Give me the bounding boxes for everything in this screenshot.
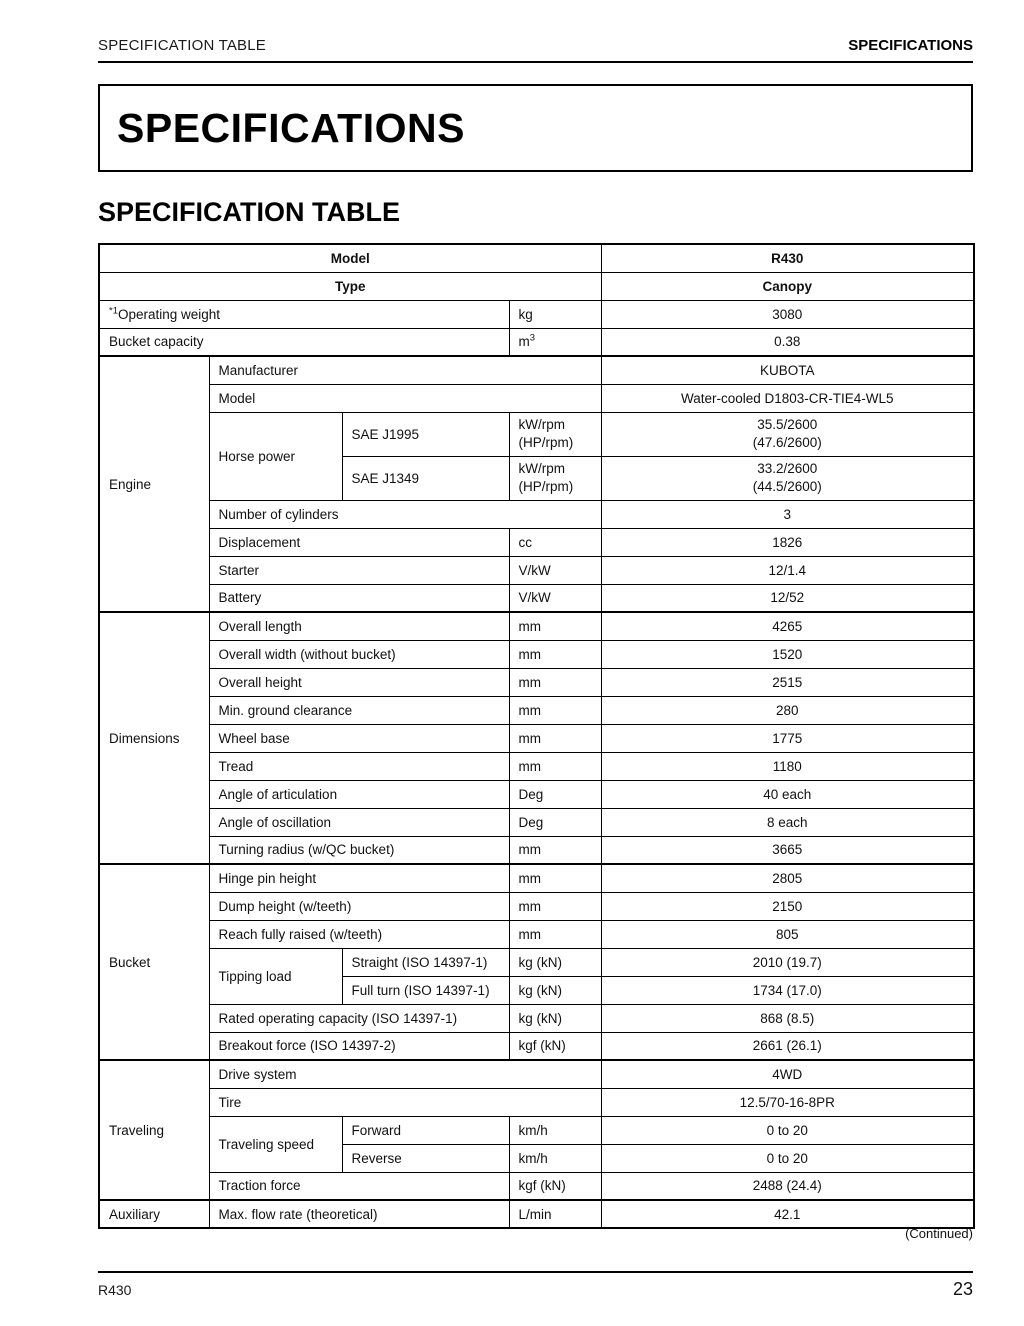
dim-label-cell: Angle of articulation [209, 780, 509, 808]
cylinders-label-cell: Number of cylinders [209, 500, 601, 528]
specification-table [98, 243, 975, 1229]
type-value-cell: Canopy [601, 272, 974, 300]
dim-value-cell: 3665 [601, 836, 974, 864]
traveling-section-cell: Traveling [99, 1060, 209, 1200]
sae-j1995-value-cell [601, 412, 974, 456]
dim-value-cell: 280 [601, 696, 974, 724]
table-row-ground-clearance [99, 696, 974, 724]
table-row-traction-force [99, 1172, 974, 1200]
tipping-load-label-cell: Tipping load [209, 948, 342, 1004]
max-flow-label-cell: Max. flow rate (theoretical) [209, 1200, 509, 1228]
dim-unit-cell: mm [509, 696, 601, 724]
battery-unit-cell: V/kW [509, 584, 601, 612]
displacement-unit-cell: cc [509, 528, 601, 556]
tipping-fullturn-label-cell: Full turn (ISO 14397-1) [342, 976, 509, 1004]
bucket-unit-cell: mm [509, 892, 601, 920]
running-header [98, 37, 973, 54]
table-row-overall-height [99, 668, 974, 696]
dim-value-cell: 1775 [601, 724, 974, 752]
table-row-tire [99, 1088, 974, 1116]
table-row-max-flow [99, 1200, 974, 1228]
bucket-capacity-value-cell: 0.38 [601, 328, 974, 356]
engine-manufacturer-label-cell: Manufacturer [209, 356, 601, 384]
footer-page-number: 23 [952, 1279, 973, 1299]
bucket-capacity-label-cell: Bucket capacity [99, 328, 509, 356]
speed-forward-label-cell: Forward [342, 1116, 509, 1144]
tire-value-cell: 12.5/70-16-8PR [601, 1088, 974, 1116]
table-row-starter [99, 556, 974, 584]
value-line-1: 35.5/2600 [757, 417, 818, 433]
dim-unit-cell: Deg [509, 808, 601, 836]
dim-value-cell: 2515 [601, 668, 974, 696]
table-row-hinge-pin [99, 864, 974, 892]
sae-j1349-label-cell: SAE J1349 [342, 456, 509, 500]
chapter-title-box [98, 84, 973, 172]
speed-forward-unit-cell: km/h [509, 1116, 601, 1144]
unit-base: m [518, 334, 530, 350]
bucket-value-cell: 2805 [601, 864, 974, 892]
auxiliary-section-cell: Auxiliary [99, 1200, 209, 1228]
model-label-cell: Model [99, 244, 601, 272]
rated-capacity-label-cell: Rated operating capacity (ISO 14397-1) [209, 1004, 509, 1032]
displacement-label-cell: Displacement [209, 528, 509, 556]
value-line-1: 33.2/2600 [757, 461, 818, 477]
table-row-overall-width [99, 640, 974, 668]
bucket-value-cell: 2150 [601, 892, 974, 920]
value-line-2: (44.5/2600) [752, 479, 822, 494]
chapter-title: SPECIFICATIONS [117, 104, 465, 151]
sae-j1995-label-cell: SAE J1995 [342, 412, 509, 456]
table-row-displacement [99, 528, 974, 556]
table-row-rated-capacity [99, 1004, 974, 1032]
operating-weight-label: Operating weight [117, 306, 221, 322]
table-row-engine-model [99, 384, 974, 412]
tipping-fullturn-unit-cell: kg (kN) [509, 976, 601, 1004]
bucket-label-cell: Dump height (w/teeth) [209, 892, 509, 920]
breakout-force-label-cell: Breakout force (ISO 14397-2) [209, 1032, 509, 1060]
table-row-model [99, 244, 974, 272]
dim-label-cell: Min. ground clearance [209, 696, 509, 724]
running-header-right: SPECIFICATIONS [848, 37, 973, 54]
header-rule [98, 61, 973, 63]
table-row-overall-length [99, 612, 974, 640]
engine-section-cell: Engine [99, 356, 209, 612]
dim-label-cell: Overall width (without bucket) [209, 640, 509, 668]
table-row-horsepower-j1995 [99, 412, 974, 456]
drive-system-value-cell: 4WD [601, 1060, 974, 1088]
continued-note: (Continued) [905, 1226, 973, 1241]
traction-force-unit-cell: kgf (kN) [509, 1172, 601, 1200]
horse-power-label-cell: Horse power [209, 412, 342, 500]
breakout-force-unit-cell: kgf (kN) [509, 1032, 601, 1060]
cylinders-value-cell: 3 [601, 500, 974, 528]
operating-weight-unit-cell: kg [509, 300, 601, 328]
drive-system-label-cell: Drive system [209, 1060, 601, 1088]
speed-forward-value-cell: 0 to 20 [601, 1116, 974, 1144]
breakout-force-value-cell: 2661 (26.1) [601, 1032, 974, 1060]
dim-unit-cell: mm [509, 836, 601, 864]
dim-label-cell: Overall height [209, 668, 509, 696]
tire-label-cell: Tire [209, 1088, 601, 1116]
displacement-value-cell: 1826 [601, 528, 974, 556]
footer-rule [98, 1271, 973, 1273]
dim-unit-cell: mm [509, 752, 601, 780]
engine-manufacturer-value-cell: KUBOTA [601, 356, 974, 384]
page-footer [98, 1279, 973, 1300]
sae-j1349-unit-cell [509, 456, 601, 500]
operating-weight-value-cell: 3080 [601, 300, 974, 328]
battery-value-cell: 12/52 [601, 584, 974, 612]
dim-label-cell: Angle of oscillation [209, 808, 509, 836]
tipping-straight-value-cell: 2010 (19.7) [601, 948, 974, 976]
value-line-2: (47.6/2600) [752, 435, 822, 450]
max-flow-value-cell: 42.1 [601, 1200, 974, 1228]
dim-label-cell: Turning radius (w/QC bucket) [209, 836, 509, 864]
table-row-tipping-straight [99, 948, 974, 976]
dim-unit-cell: mm [509, 668, 601, 696]
engine-model-value-cell: Water-cooled D1803-CR-TIE4-WL5 [601, 384, 974, 412]
dim-unit-cell: mm [509, 612, 601, 640]
bucket-value-cell: 805 [601, 920, 974, 948]
type-label-cell: Type [99, 272, 601, 300]
table-row-dump-height [99, 892, 974, 920]
max-flow-unit-cell: L/min [509, 1200, 601, 1228]
rated-capacity-value-cell: 868 (8.5) [601, 1004, 974, 1032]
table-row-breakout-force [99, 1032, 974, 1060]
section-heading: SPECIFICATION TABLE [98, 197, 400, 227]
table-row-type [99, 272, 974, 300]
dim-unit-cell: mm [509, 640, 601, 668]
table-row-wheel-base [99, 724, 974, 752]
traction-force-value-cell: 2488 (24.4) [601, 1172, 974, 1200]
running-header-left: SPECIFICATION TABLE [98, 37, 267, 54]
sae-j1349-value-cell [601, 456, 974, 500]
unit-line-1: kW/rpm [518, 417, 565, 433]
unit-line-1: kW/rpm [518, 461, 565, 477]
footer-model-label: R430 [98, 1282, 132, 1298]
table-row-speed-forward [99, 1116, 974, 1144]
table-row-battery [99, 584, 974, 612]
bucket-section-cell: Bucket [99, 864, 209, 1060]
dim-unit-cell: mm [509, 724, 601, 752]
table-row-operating-weight [99, 300, 974, 328]
bucket-label-cell: Reach fully raised (w/teeth) [209, 920, 509, 948]
dim-unit-cell: Deg [509, 780, 601, 808]
dim-value-cell: 1520 [601, 640, 974, 668]
table-row-turning-radius [99, 836, 974, 864]
table-row-drive-system [99, 1060, 974, 1088]
starter-unit-cell: V/kW [509, 556, 601, 584]
traction-force-label-cell: Traction force [209, 1172, 509, 1200]
dim-value-cell: 8 each [601, 808, 974, 836]
table-row-cylinders [99, 500, 974, 528]
dim-value-cell: 40 each [601, 780, 974, 808]
dim-label-cell: Overall length [209, 612, 509, 640]
dim-label-cell: Wheel base [209, 724, 509, 752]
traveling-speed-label-cell: Traveling speed [209, 1116, 342, 1172]
dim-value-cell: 4265 [601, 612, 974, 640]
dimensions-section-cell: Dimensions [99, 612, 209, 864]
table-row-reach-raised [99, 920, 974, 948]
starter-label-cell: Starter [209, 556, 509, 584]
bucket-unit-cell: mm [509, 920, 601, 948]
engine-model-label-cell: Model [209, 384, 601, 412]
starter-value-cell: 12/1.4 [601, 556, 974, 584]
bucket-capacity-unit-cell [509, 328, 601, 356]
tipping-fullturn-value-cell: 1734 (17.0) [601, 976, 974, 1004]
speed-reverse-value-cell: 0 to 20 [601, 1144, 974, 1172]
bucket-unit-cell: mm [509, 864, 601, 892]
unit-exponent: 3 [529, 332, 536, 344]
table-row-bucket-capacity [99, 328, 974, 356]
bucket-label-cell: Hinge pin height [209, 864, 509, 892]
sae-j1995-unit-cell [509, 412, 601, 456]
table-row-engine-manufacturer [99, 356, 974, 384]
tipping-straight-label-cell: Straight (ISO 14397-1) [342, 948, 509, 976]
unit-line-2: (HP/rpm) [518, 479, 574, 494]
tipping-straight-unit-cell: kg (kN) [509, 948, 601, 976]
rated-capacity-unit-cell: kg (kN) [509, 1004, 601, 1032]
table-row-tread [99, 752, 974, 780]
speed-reverse-label-cell: Reverse [342, 1144, 509, 1172]
table-row-oscillation [99, 808, 974, 836]
speed-reverse-unit-cell: km/h [509, 1144, 601, 1172]
dim-label-cell: Tread [209, 752, 509, 780]
unit-line-2: (HP/rpm) [518, 435, 574, 450]
model-value-cell: R430 [601, 244, 974, 272]
table-row-articulation [99, 780, 974, 808]
dim-value-cell: 1180 [601, 752, 974, 780]
footnote-marker: *1 [109, 305, 118, 316]
operating-weight-label-cell [99, 300, 509, 328]
battery-label-cell: Battery [209, 584, 509, 612]
